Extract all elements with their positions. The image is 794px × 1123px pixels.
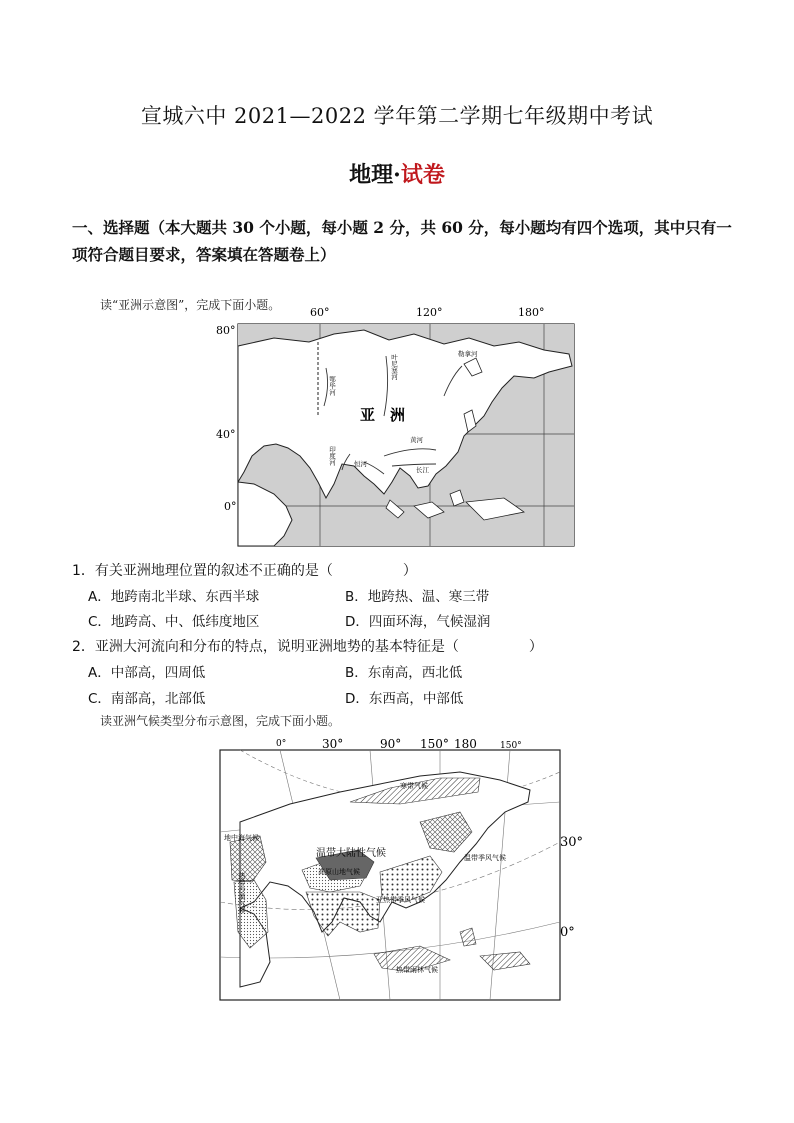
subject-label: 地理 (349, 162, 394, 188)
lon-label-90: 90° (380, 737, 402, 751)
river-label-yellow: 黄河 (410, 436, 423, 444)
lon-label-0: 0° (276, 739, 287, 749)
river-label-indus: 印度河 (328, 446, 336, 466)
lon-label-150: 150° (420, 737, 449, 751)
climate-label-polar: 寒带气候 (400, 782, 428, 790)
climate-label-subtropical-monsoon: 亚热带季风气候 (376, 896, 425, 904)
exam-subtitle (0, 158, 794, 189)
river-label-ganges: 恒河 (354, 460, 367, 468)
q2-option-b[interactable]: B．东南高，西北低 (345, 665, 463, 681)
lat-label-80: 80° (216, 324, 236, 337)
lon-label-30: 30° (322, 737, 344, 751)
lon-label-60: 60° (310, 306, 330, 319)
river-label-yangtze: 长江 (416, 466, 429, 474)
q1-option-d[interactable]: D．四面环海，气候湿润 (345, 614, 491, 630)
instruction-asia-map: 读“亚洲示意图”，完成下面小题。 (100, 298, 281, 312)
lat-label-0: 0° (224, 500, 237, 513)
q2-option-a[interactable]: A．中部高，四周低 (88, 665, 206, 681)
continent-label: 亚 洲 (360, 406, 406, 424)
lon-label-150w: 150° (500, 741, 522, 751)
instruction-climate-map: 读亚洲气候类型分布示意图，完成下面小题。 (100, 714, 341, 728)
q2-option-c[interactable]: C．南部高，北部低 (88, 691, 206, 707)
q2-option-d[interactable]: D．东西高，中部低 (345, 691, 464, 707)
lat-label-30: 30° (560, 835, 584, 850)
lon-label-180: 180 (454, 737, 477, 751)
climate-label-mediterranean: 地中海气候 (224, 834, 259, 842)
question-1-stem: 1．有关亚洲地理位置的叙述不正确的是（ ） (72, 563, 417, 579)
climate-label-temperate-monsoon: 温带季风气候 (464, 854, 506, 862)
asia-map (214, 306, 576, 550)
q1-option-b[interactable]: B．地跨热、温、寒三带 (345, 589, 490, 605)
climate-label-highland: 高原山地气候 (318, 868, 360, 876)
question-2-stem: 2．亚洲大河流向和分布的特点，说明亚洲地势的基本特征是（ ） (72, 639, 543, 655)
climate-label-tropical-desert: 热带沙漠气候 (238, 872, 246, 914)
climate-label-temperate-continental: 温带大陆性气候 (316, 848, 386, 859)
paper-label: 试卷 (400, 162, 445, 188)
climate-label-tropical-rainforest: 热带雨林气候 (396, 966, 438, 974)
climate-map (210, 732, 590, 1004)
lon-label-120: 120° (416, 306, 443, 319)
lat-label-40: 40° (216, 428, 236, 441)
river-label-ob: 鄂毕河 (328, 376, 336, 396)
q1-option-a[interactable]: A．地跨南北半球、东西半球 (88, 589, 260, 605)
q1-option-c[interactable]: C．地跨高、中、低纬度地区 (88, 614, 260, 630)
exam-title: 宣城六中 2021—2022 学年第二学期七年级期中考试 (140, 104, 654, 128)
section-heading: 一、选择题（本大题共 30 个小题，每小题 2 分，共 60 分，每小题均有四个选项，其中只有一项符合题目要求，答案填在答题卷上） (72, 218, 732, 264)
lat-label-0: 0° (560, 925, 575, 940)
lon-label-180: 180° (518, 306, 545, 319)
river-label-yenisei: 叶尼塞河 (390, 354, 398, 380)
separator-dot: · (393, 162, 401, 188)
river-label-lena: 勒拿河 (458, 350, 478, 358)
